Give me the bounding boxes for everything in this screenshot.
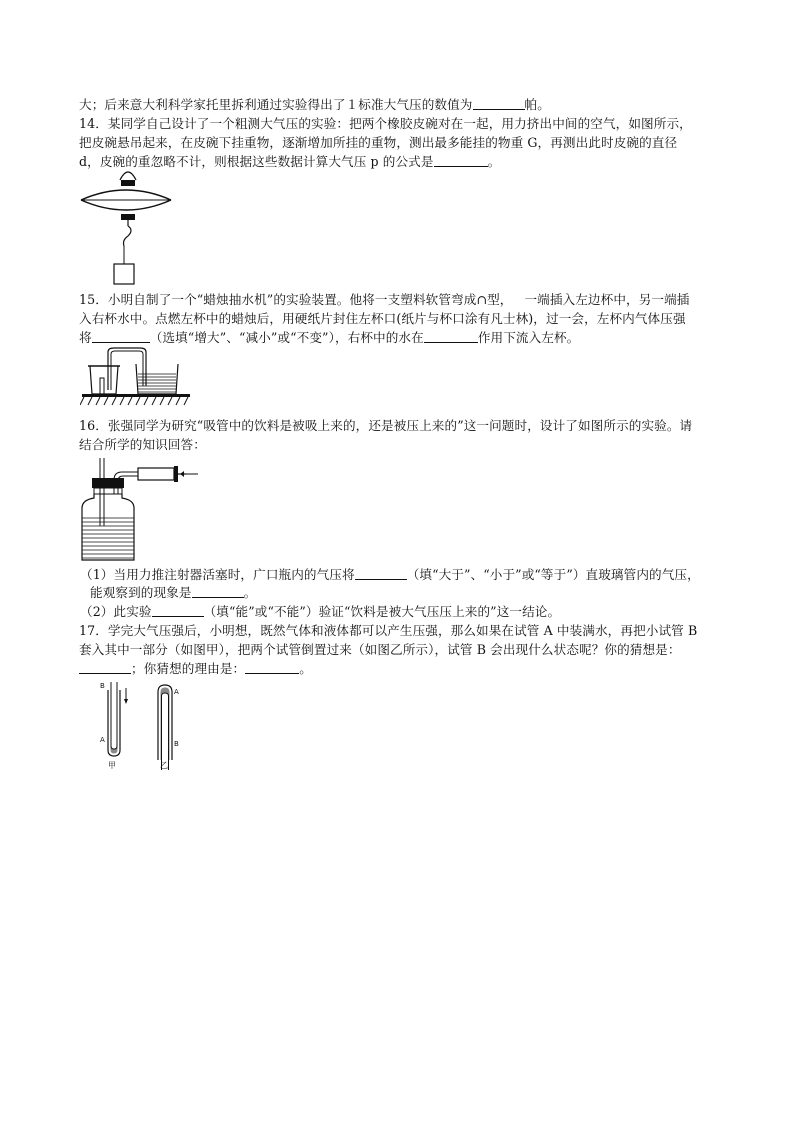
q17-text-3a: ；你猜想的理由是： bbox=[131, 661, 246, 676]
q16-sub2-text-a: （2）此实验 bbox=[80, 604, 152, 619]
q13-text: 大；后来意大利科学家托里拆利通过实验得出了１标准大气压的数值为 bbox=[79, 97, 473, 112]
q17-answer-blank-2[interactable] bbox=[245, 661, 299, 674]
q15-line-3 bbox=[79, 330, 579, 346]
q16-line-1: 16．张强同学为研究“吸管中的饮料是被吸上来的，还是被压上来的”这一问题时，设计了如图所示的实验。请 bbox=[79, 418, 693, 433]
q15-line-2: 入右杯水中。点燃左杯中的蜡烛后，用硬纸片封住左杯口(纸片与杯口涂有凡士林)，过一会，左杯内气体压强 bbox=[79, 311, 686, 326]
q16-sub2-text-b: （填“能”或“不能”）验证“饮料是被大气压压上来的”这一结论。 bbox=[203, 604, 561, 619]
q17-line-3 bbox=[79, 661, 312, 677]
q17-label-A-yi: A bbox=[174, 688, 179, 696]
q16-sub1-line-2 bbox=[90, 585, 256, 601]
q15-text-1a: 15．小明自制了一个“蜡烛抽水机”的实验装置。他将一支塑料软管弯成∩型， bbox=[79, 292, 513, 307]
q13-answer-blank[interactable] bbox=[473, 97, 525, 110]
q17-label-B-yi: B bbox=[174, 740, 179, 748]
q15-line-1 bbox=[79, 292, 690, 308]
q17-test-tube-figure bbox=[100, 680, 200, 770]
q17-label-A-jia: A bbox=[100, 736, 105, 744]
q15-text-3a: 将 bbox=[79, 330, 92, 345]
q14-period: 。 bbox=[487, 154, 501, 169]
q13-unit: 帕。 bbox=[524, 97, 550, 112]
q14-answer-blank[interactable] bbox=[434, 154, 488, 167]
q17-line-2: 套入其中一部分（如图甲），把两个试管倒置过来（如图乙所示），试管 B 会出现什么状态呢？你的猜想是： bbox=[79, 642, 681, 657]
q15-text-3b: （选填“增大”、“减小”或“不变”），右杯中的水在 bbox=[149, 330, 424, 345]
q15-candle-pump-figure bbox=[80, 346, 192, 408]
q16-sub1-text-b: （填“大于”、“小于”或“等于”）直玻璃管内的气压， bbox=[406, 567, 700, 582]
q17-label-yi: 乙 bbox=[160, 761, 168, 770]
q16-sub1-text-c: 能观察到的现象是 bbox=[90, 585, 192, 600]
q16-sub1-text-d: 。 bbox=[243, 585, 257, 600]
q16-sub1-line bbox=[80, 567, 700, 583]
q14-suction-cup-figure bbox=[78, 170, 178, 288]
q16-answer-blank-3[interactable] bbox=[152, 604, 204, 617]
q14-line-2: 把皮碗悬吊起来，在皮碗下挂重物，逐渐增加所挂的重物，测出最多能挂的物重 G，再测出此时皮碗的直径 bbox=[79, 135, 678, 150]
q14-line-1: 14．某同学自己设计了一个粗测大气压的实验：把两个橡胶皮碗对在一起，用力挤出中间的空气，如图所示， bbox=[79, 116, 692, 131]
q17-answer-blank-1[interactable] bbox=[79, 661, 131, 674]
q15-answer-blank-2[interactable] bbox=[424, 330, 478, 343]
q16-bottle-syringe-figure bbox=[78, 456, 208, 562]
q16-sub1-text-a: （1）当用力推注射器活塞时，广口瓶内的气压将 bbox=[80, 567, 355, 582]
q17-label-jia: 甲 bbox=[108, 761, 116, 770]
q17-label-B-jia: B bbox=[100, 682, 105, 690]
q16-line-2: 结合所学的知识回答： bbox=[79, 437, 206, 452]
q15-text-1b: 一端插入左边杯中，另一端插 bbox=[524, 292, 690, 307]
q17-text-3b: 。 bbox=[299, 661, 312, 676]
q17-line-1: 17．学完大气压强后，小明想，既然气体和液体都可以产生压强，那么如果在试管 A 中装满水，再把小试管 B bbox=[79, 623, 698, 638]
q16-answer-blank-1[interactable] bbox=[355, 567, 407, 580]
q16-sub2-line bbox=[80, 604, 560, 620]
q13-line bbox=[79, 97, 550, 113]
q14-line-3 bbox=[79, 154, 500, 170]
q15-text-3c: 作用下流入左杯。 bbox=[477, 330, 580, 345]
q14-text: d，皮碗的重忽略不计，则根据这些数据计算大气压 p 的公式是 bbox=[79, 154, 434, 169]
q15-answer-blank-1[interactable] bbox=[92, 330, 150, 343]
q16-answer-blank-2[interactable] bbox=[192, 585, 244, 598]
